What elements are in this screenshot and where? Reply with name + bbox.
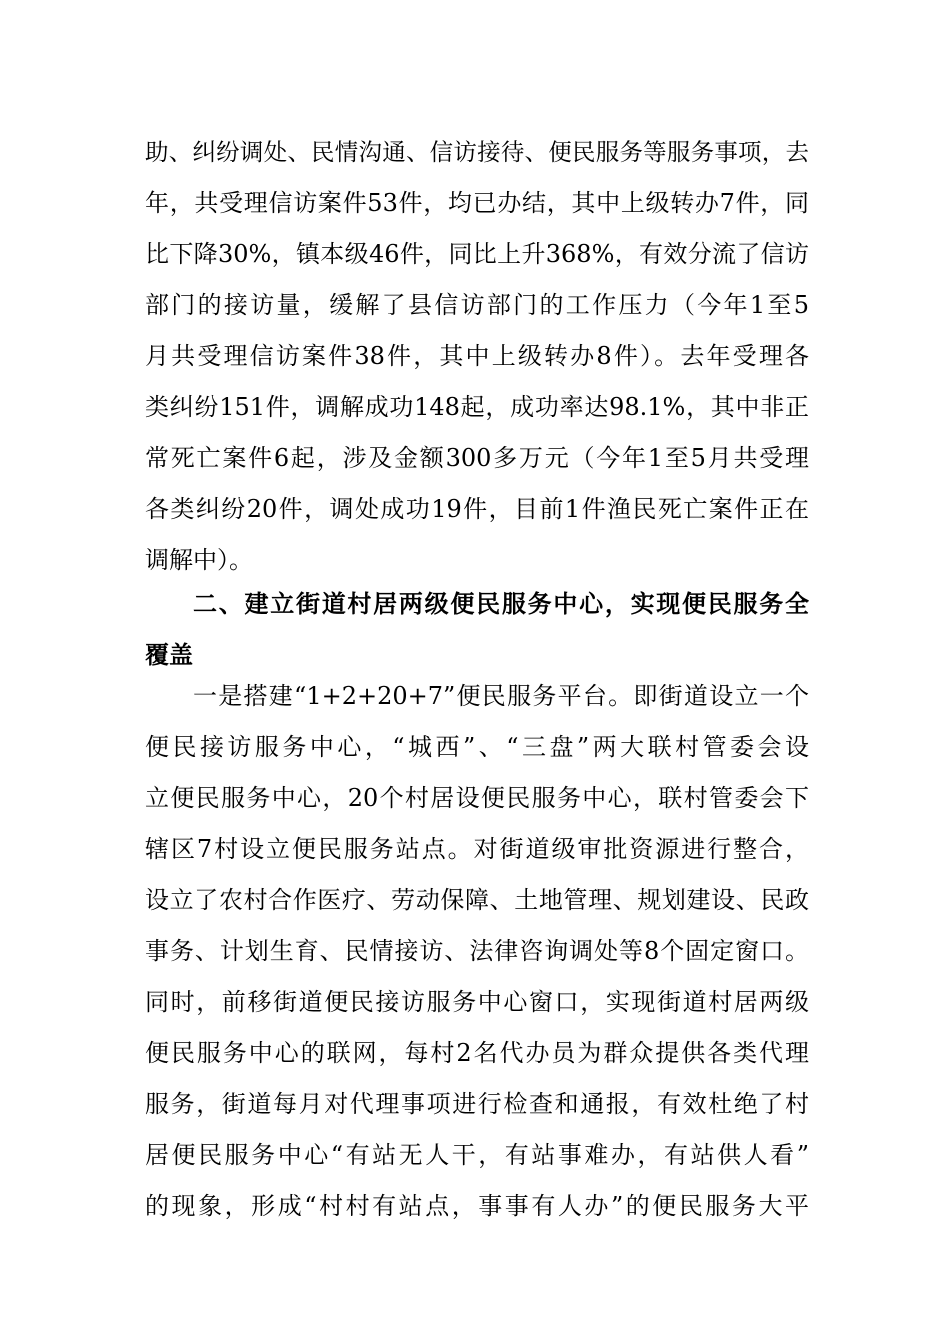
text-line: 各类纠纷20件，调处成功19件，目前1件渔民死亡案件正在 xyxy=(145,495,809,523)
text-line: 比下降30%，镇本级46件，同比上升368%，有效分流了信访 xyxy=(145,240,809,268)
paragraph-continued xyxy=(145,127,809,586)
text-line: 的现象，形成“村村有站点，事事有人办”的便民服务大平 xyxy=(145,1192,809,1220)
heading-line: 二、建立街道村居两级便民服务中心，实现便民服务全 xyxy=(193,590,809,618)
text-line: 一是搭建“1+2+20+7”便民服务平台。即街道设立一个 xyxy=(193,682,809,710)
text-line: 部门的接访量，缓解了县信访部门的工作压力（今年1至5 xyxy=(145,291,809,319)
text-line: 年，共受理信访案件53件，均已办结，其中上级转办7件，同 xyxy=(145,189,809,217)
text-line: 助、纠纷调处、民情沟通、信访接待、便民服务等服务事项，去 xyxy=(145,138,809,166)
text-line: 调解中）。 xyxy=(145,546,253,574)
text-line: 服务，街道每月对代理事项进行检查和通报，有效杜绝了村 xyxy=(145,1090,809,1118)
text-line: 设立了农村合作医疗、劳动保障、土地管理、规划建设、民政 xyxy=(145,886,809,914)
section-heading xyxy=(145,579,809,681)
text-line: 月共受理信访案件38件，其中上级转办8件）。去年受理各 xyxy=(145,342,809,370)
text-line: 类纠纷151件，调解成功148起，成功率达98.1%，其中非正 xyxy=(145,393,809,421)
paragraph-platform xyxy=(145,671,809,1232)
text-line: 同时，前移街道便民接访服务中心窗口，实现街道村居两级 xyxy=(145,988,809,1016)
heading-line: 覆盖 xyxy=(145,641,193,669)
text-line: 立便民服务中心，20个村居设便民服务中心，联村管委会下 xyxy=(145,784,809,812)
text-line: 事务、计划生育、民情接访、法律咨询调处等8个固定窗口。 xyxy=(145,937,809,965)
text-line: 居便民服务中心“有站无人干，有站事难办，有站供人看” xyxy=(145,1141,809,1169)
text-line: 便民接访服务中心，“城西”、“三盘”两大联村管委会设 xyxy=(145,733,809,761)
text-line: 常死亡案件6起，涉及金额300多万元（今年1至5月共受理 xyxy=(145,444,809,472)
text-line: 便民服务中心的联网，每村2名代办员为群众提供各类代理 xyxy=(145,1039,809,1067)
text-line: 辖区7村设立便民服务站点。对街道级审批资源进行整合， xyxy=(145,835,809,863)
